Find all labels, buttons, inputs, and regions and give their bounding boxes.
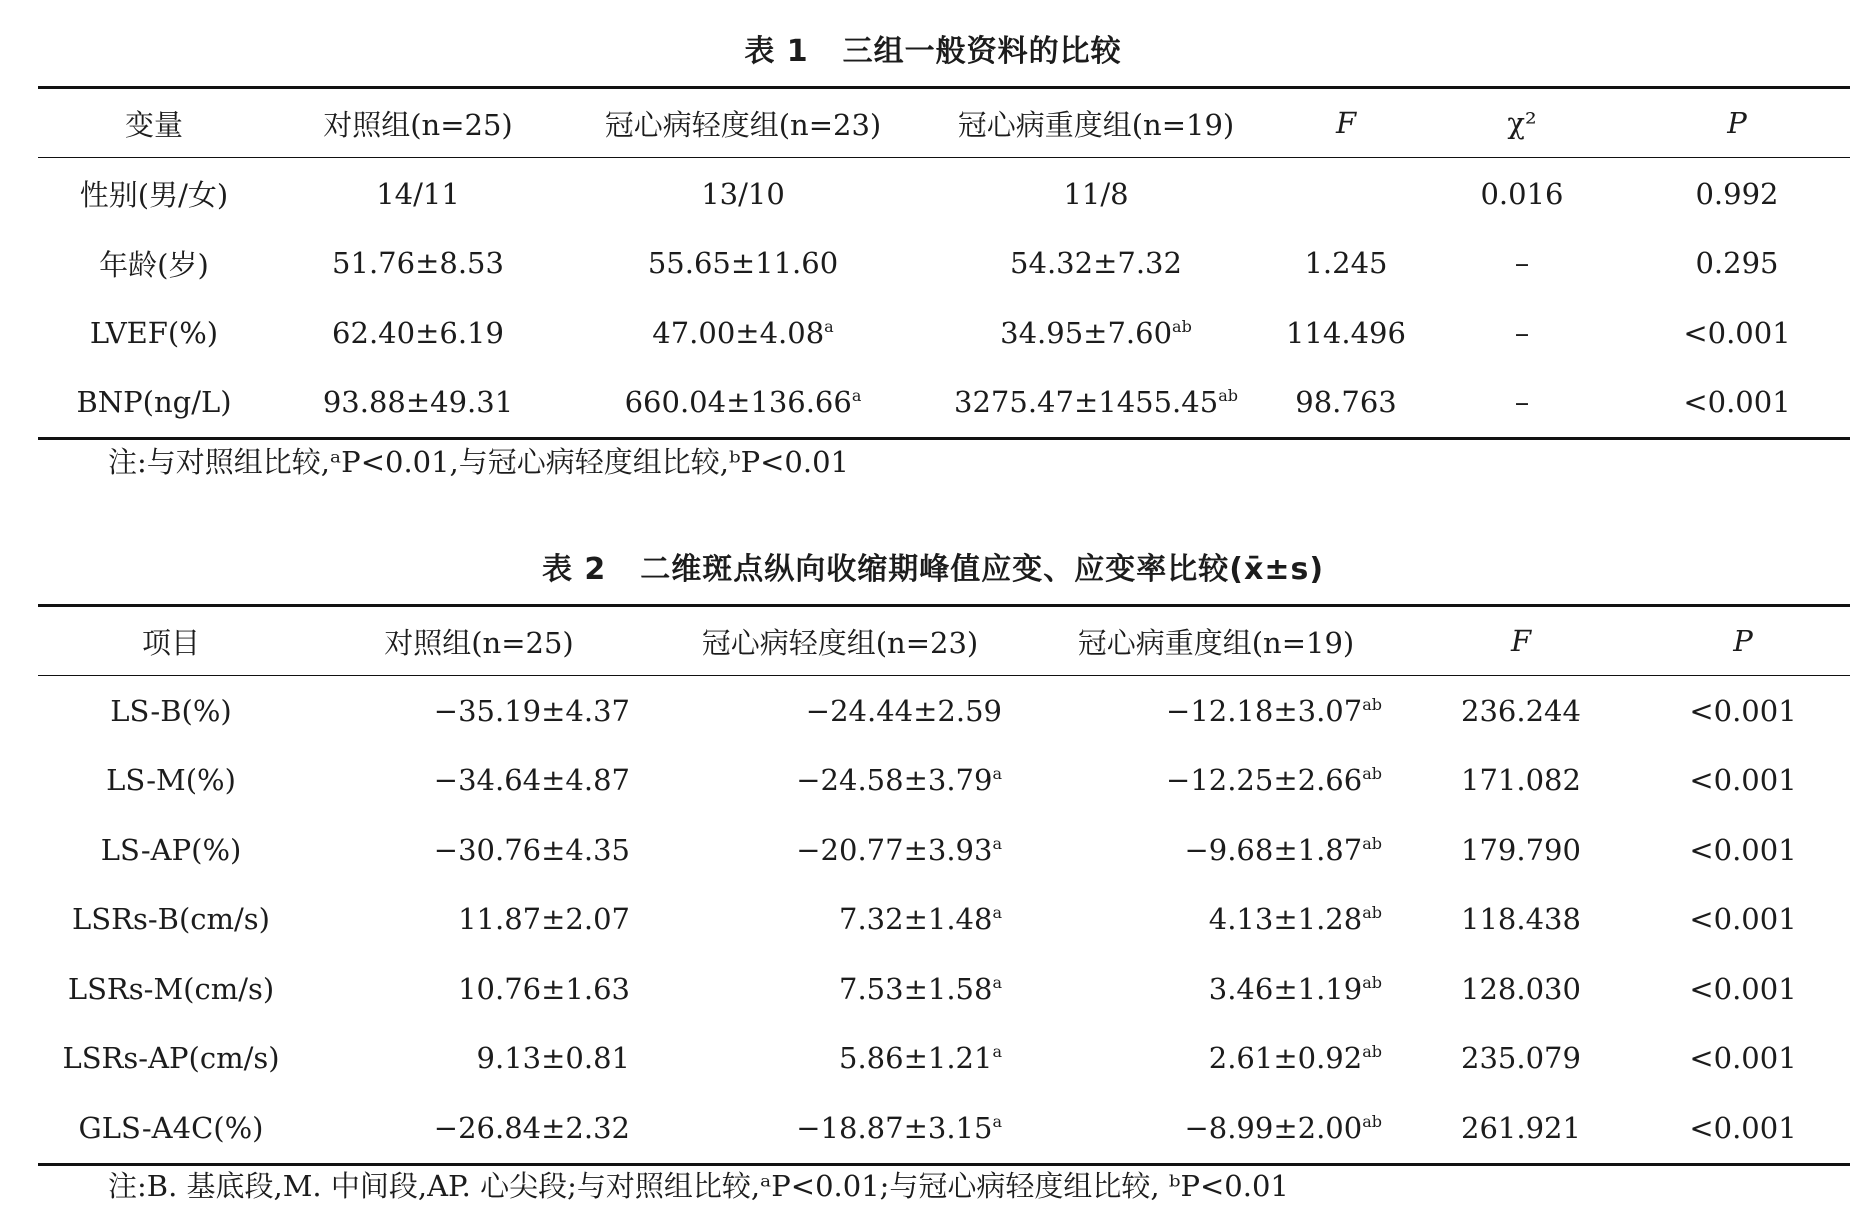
superscript: a — [992, 1042, 1002, 1062]
cell-f: 179.790 — [1461, 832, 1581, 867]
cell-f: 236.244 — [1461, 693, 1581, 728]
cell-mild — [654, 885, 1026, 955]
cell-value: 7.32±1.48 — [839, 902, 993, 937]
cell-p: 0.992 — [1695, 176, 1779, 211]
superscript: a — [992, 903, 1002, 923]
cell-f — [1272, 158, 1420, 229]
cell-control: 11.87±2.07 — [458, 902, 630, 937]
cell-mild — [566, 368, 920, 439]
cell-mild — [654, 676, 1026, 746]
cell-value: 3275.47±1455.45 — [954, 385, 1219, 420]
cell-mild — [654, 815, 1026, 885]
cell-severe — [1026, 954, 1406, 1024]
table1-header-f: F — [1335, 106, 1357, 140]
cell-value: 5.86±1.21 — [839, 1041, 993, 1076]
table-row — [38, 158, 1850, 229]
table2-header-p: P — [1733, 624, 1753, 658]
cell-p: <0.001 — [1683, 315, 1791, 350]
cell-f: 114.496 — [1286, 315, 1406, 350]
cell-f: 261.921 — [1461, 1110, 1581, 1145]
table1-header-variable: 变量 — [124, 107, 183, 142]
cell-p: <0.001 — [1689, 1110, 1797, 1145]
cell-value: −12.25±2.66 — [1166, 763, 1363, 798]
cell-control: −34.64±4.87 — [433, 763, 630, 798]
cell-chi2: 0.016 — [1480, 176, 1564, 211]
table2-header-f: F — [1510, 624, 1532, 658]
cell-severe — [920, 368, 1272, 439]
table1-header-p: P — [1727, 106, 1747, 140]
superscript: ab — [1362, 1042, 1382, 1062]
cell-p: <0.001 — [1689, 693, 1797, 728]
cell-severe — [1026, 1024, 1406, 1094]
cell-f: 235.079 — [1461, 1041, 1581, 1076]
table1-label: 表 1 — [744, 34, 809, 69]
table2-header-mild: 冠心病轻度组(n=23) — [701, 625, 979, 660]
cell-control: 51.76±8.53 — [332, 246, 504, 281]
row-label: LSRs-M(cm/s) — [67, 971, 275, 1006]
cell-value: 34.95±7.60 — [1000, 315, 1173, 350]
superscript: a — [992, 764, 1002, 784]
cell-severe — [1026, 885, 1406, 955]
cell-severe — [1026, 815, 1406, 885]
cell-chi2: – — [1514, 385, 1530, 420]
cell-value: 660.04±136.66 — [624, 385, 852, 420]
cell-control: 14/11 — [376, 176, 460, 211]
table-row — [38, 815, 1850, 885]
cell-p: <0.001 — [1689, 832, 1797, 867]
superscript: a — [992, 972, 1002, 992]
cell-severe — [1026, 676, 1406, 746]
cell-p: <0.001 — [1689, 1041, 1797, 1076]
superscript: a — [851, 386, 862, 406]
table2-label: 表 2 — [541, 552, 607, 587]
table1-header-chi2: χ² — [1507, 106, 1537, 140]
table2-title: 二维斑点纵向收缩期峰值应变、应变率比较(x̄±s) — [640, 552, 1325, 587]
cell-value: 3.46±1.19 — [1208, 971, 1363, 1006]
cell-control: −26.84±2.32 — [433, 1110, 630, 1145]
table-row — [38, 368, 1850, 439]
cell-f: 171.082 — [1461, 763, 1581, 798]
cell-value: 4.13±1.28 — [1208, 902, 1363, 937]
row-label: GLS-A4C(%) — [78, 1110, 264, 1145]
cell-value: −20.77±3.93 — [796, 832, 993, 867]
cell-value: 7.53±1.58 — [839, 971, 993, 1006]
cell-mild: 55.65±11.60 — [647, 246, 839, 281]
cell-chi2: – — [1514, 315, 1530, 350]
cell-value: −24.44±2.59 — [805, 693, 1002, 728]
cell-f: 98.763 — [1295, 385, 1397, 420]
cell-control: −30.76±4.35 — [433, 832, 630, 867]
cell-mild — [654, 954, 1026, 1024]
superscript: ab — [1362, 833, 1382, 853]
table1 — [38, 86, 1850, 440]
table2-header-severe: 冠心病重度组(n=19) — [1077, 625, 1355, 660]
cell-value: −24.58±3.79 — [796, 763, 993, 798]
cell-f: 128.030 — [1461, 971, 1581, 1006]
table2-header-row — [38, 606, 1850, 676]
cell-severe — [1026, 1093, 1406, 1164]
superscript: a — [992, 833, 1002, 853]
superscript: ab — [1362, 972, 1382, 992]
table-row — [38, 1093, 1850, 1164]
row-label: LSRs-B(cm/s) — [72, 902, 270, 937]
cell-severe: 11/8 — [1063, 176, 1129, 211]
table2 — [38, 604, 1850, 1166]
row-label: LS-B(%) — [110, 693, 232, 728]
table1-header-control: 对照组(n=25) — [323, 107, 513, 142]
superscript: ab — [1362, 764, 1382, 784]
cell-mild: 13/10 — [701, 176, 785, 211]
table-row — [38, 954, 1850, 1024]
cell-control: 10.76±1.63 — [458, 971, 630, 1006]
superscript: ab — [1172, 316, 1192, 336]
table-row — [38, 229, 1850, 299]
cell-severe — [920, 298, 1272, 368]
cell-f: 1.245 — [1304, 246, 1388, 281]
row-label: LS-M(%) — [106, 763, 236, 798]
superscript: a — [992, 1111, 1002, 1131]
cell-value: −12.18±3.07 — [1166, 693, 1363, 728]
table2-note: 注:B. 基底段,M. 中间段,AP. 心尖段;与对照组比较,ᵃP<0.01;与冠心病轻度组比较, ᵇP<0.01 — [108, 1169, 1289, 1203]
cell-value: −9.68±1.87 — [1184, 832, 1363, 867]
cell-p: <0.001 — [1683, 385, 1791, 420]
cell-p: <0.001 — [1689, 763, 1797, 798]
row-label: LSRs-AP(cm/s) — [62, 1041, 280, 1076]
table1-title: 三组一般资料的比较 — [842, 34, 1122, 69]
cell-severe — [1026, 746, 1406, 816]
cell-value: −18.87±3.15 — [796, 1110, 993, 1145]
table2-header-control: 对照组(n=25) — [384, 625, 574, 660]
row-label: BNP(ng/L) — [76, 385, 232, 420]
cell-mild — [566, 298, 920, 368]
table-row — [38, 885, 1850, 955]
superscript: ab — [1362, 1111, 1382, 1131]
row-label: 性别(男/女) — [79, 178, 229, 213]
table-row — [38, 746, 1850, 816]
table2-caption — [0, 544, 1866, 588]
table1-caption — [0, 26, 1866, 70]
cell-control: −35.19±4.37 — [433, 693, 630, 728]
cell-chi2: – — [1514, 246, 1530, 281]
cell-value: 2.61±0.92 — [1208, 1041, 1363, 1076]
cell-p: 0.295 — [1695, 246, 1779, 281]
cell-control: 9.13±0.81 — [476, 1041, 630, 1076]
cell-mild — [654, 1024, 1026, 1094]
superscript: ab — [1362, 903, 1382, 923]
superscript: ab — [1218, 386, 1238, 406]
table1-note: 注:与对照组比较,ᵃP<0.01,与冠心病轻度组比较,ᵇP<0.01 — [108, 445, 849, 479]
table1-header-mild: 冠心病轻度组(n=23) — [604, 107, 882, 142]
cell-mild — [654, 1093, 1026, 1164]
cell-control: 93.88±49.31 — [322, 385, 514, 420]
table-row — [38, 1024, 1850, 1094]
row-label: LS-AP(%) — [100, 832, 242, 867]
cell-value: −8.99±2.00 — [1184, 1110, 1363, 1145]
cell-f: 118.438 — [1461, 902, 1581, 937]
cell-value: 47.00±4.08 — [652, 315, 825, 350]
table2-header-item: 项目 — [141, 625, 200, 660]
table1-header-row — [38, 88, 1850, 158]
cell-p: <0.001 — [1689, 902, 1797, 937]
cell-mild — [654, 746, 1026, 816]
table-row — [38, 676, 1850, 746]
cell-severe: 54.32±7.32 — [1010, 246, 1182, 281]
cell-p: <0.001 — [1689, 971, 1797, 1006]
row-label: 年龄(岁) — [99, 247, 209, 282]
row-label: LVEF(%) — [89, 315, 219, 350]
cell-control: 62.40±6.19 — [332, 315, 504, 350]
table-row — [38, 298, 1850, 368]
table1-header-severe: 冠心病重度组(n=19) — [957, 107, 1235, 142]
superscript: a — [824, 316, 834, 336]
superscript: ab — [1362, 694, 1382, 714]
